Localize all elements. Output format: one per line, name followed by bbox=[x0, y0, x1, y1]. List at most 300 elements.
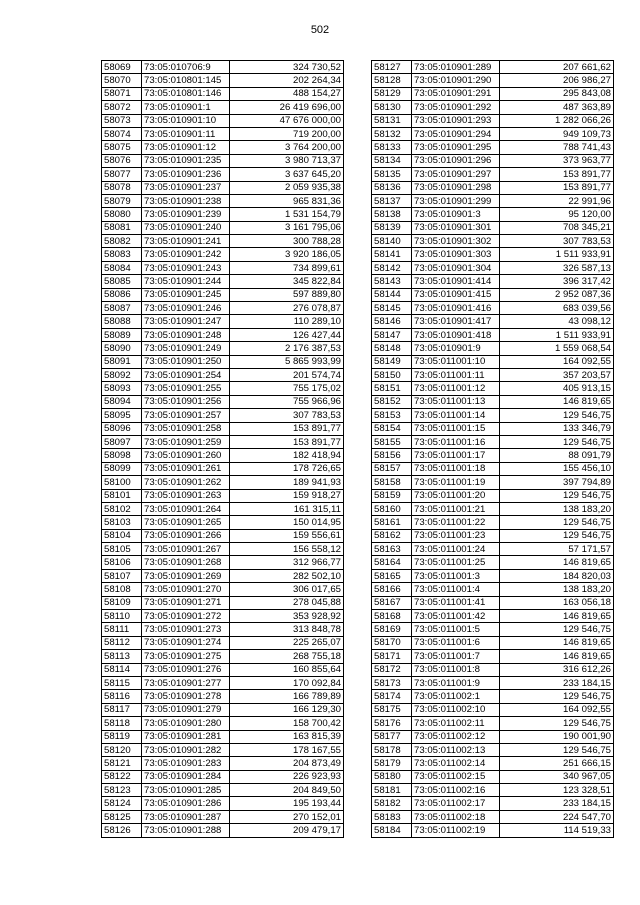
record-number-cell: 58125 bbox=[102, 810, 142, 823]
cadastral-number-cell: 73:05:010901:297 bbox=[412, 168, 500, 181]
table-row bbox=[102, 583, 344, 596]
cadastral-number-cell: 73:05:010901:11 bbox=[142, 127, 230, 140]
table-row bbox=[372, 355, 614, 368]
cadastral-number-cell: 73:05:010901:249 bbox=[142, 342, 230, 355]
value-cell: 2 952 087,36 bbox=[500, 288, 614, 301]
record-number-cell: 58080 bbox=[102, 208, 142, 221]
cadastral-number-cell: 73:05:010901:294 bbox=[412, 127, 500, 140]
record-number-cell: 58106 bbox=[102, 556, 142, 569]
table-row bbox=[372, 824, 614, 837]
cadastral-number-cell: 73:05:010901:269 bbox=[142, 569, 230, 582]
table-row bbox=[102, 435, 344, 448]
cadastral-number-cell: 73:05:010901:261 bbox=[142, 462, 230, 475]
cadastral-number-cell: 73:05:010901:238 bbox=[142, 194, 230, 207]
table-row bbox=[102, 275, 344, 288]
table-row bbox=[102, 288, 344, 301]
table-row bbox=[372, 154, 614, 167]
record-number-cell: 58130 bbox=[372, 101, 412, 114]
record-number-cell: 58077 bbox=[102, 168, 142, 181]
table-row bbox=[102, 596, 344, 609]
value-cell: 47 676 000,00 bbox=[230, 114, 344, 127]
value-cell: 5 865 993,99 bbox=[230, 355, 344, 368]
value-cell: 683 039,56 bbox=[500, 302, 614, 315]
value-cell: 734 899,61 bbox=[230, 261, 344, 274]
cadastral-number-cell: 73:05:010901:293 bbox=[412, 114, 500, 127]
cadastral-number-cell: 73:05:011001:21 bbox=[412, 502, 500, 515]
record-number-cell: 58150 bbox=[372, 368, 412, 381]
table-row bbox=[372, 114, 614, 127]
table-row bbox=[102, 516, 344, 529]
record-number-cell: 58182 bbox=[372, 797, 412, 810]
cadastral-number-cell: 73:05:010901:239 bbox=[142, 208, 230, 221]
table-row bbox=[372, 690, 614, 703]
table-row bbox=[102, 529, 344, 542]
value-cell: 1 531 154,79 bbox=[230, 208, 344, 221]
cadastral-number-cell: 73:05:011002:19 bbox=[412, 824, 500, 837]
table-row bbox=[102, 717, 344, 730]
record-number-cell: 58177 bbox=[372, 730, 412, 743]
value-cell: 3 161 795,06 bbox=[230, 221, 344, 234]
table-row bbox=[102, 181, 344, 194]
cadastral-number-cell: 73:05:010901:10 bbox=[142, 114, 230, 127]
record-number-cell: 58085 bbox=[102, 275, 142, 288]
record-number-cell: 58151 bbox=[372, 382, 412, 395]
record-number-cell: 58116 bbox=[102, 690, 142, 703]
record-number-cell: 58104 bbox=[102, 529, 142, 542]
record-number-cell: 58081 bbox=[102, 221, 142, 234]
record-number-cell: 58156 bbox=[372, 449, 412, 462]
record-number-cell: 58078 bbox=[102, 181, 142, 194]
record-number-cell: 58175 bbox=[372, 703, 412, 716]
table-row bbox=[372, 502, 614, 515]
record-number-cell: 58099 bbox=[102, 462, 142, 475]
value-cell: 190 001,90 bbox=[500, 730, 614, 743]
record-number-cell: 58122 bbox=[102, 770, 142, 783]
value-cell: 158 700,42 bbox=[230, 717, 344, 730]
cadastral-number-cell: 73:05:010901:3 bbox=[412, 208, 500, 221]
cadastral-number-cell: 73:05:010901:263 bbox=[142, 489, 230, 502]
value-cell: 488 154,27 bbox=[230, 87, 344, 100]
cadastral-number-cell: 73:05:010901:299 bbox=[412, 194, 500, 207]
cadastral-number-cell: 73:05:010901:257 bbox=[142, 409, 230, 422]
table-row bbox=[102, 221, 344, 234]
value-cell: 110 289,10 bbox=[230, 315, 344, 328]
table-row bbox=[372, 462, 614, 475]
cadastral-number-cell: 73:05:010901:292 bbox=[412, 101, 500, 114]
record-number-cell: 58108 bbox=[102, 583, 142, 596]
table-row bbox=[102, 676, 344, 689]
table-row bbox=[372, 248, 614, 261]
record-number-cell: 58098 bbox=[102, 449, 142, 462]
table-row bbox=[372, 543, 614, 556]
value-cell: 178 726,65 bbox=[230, 462, 344, 475]
record-number-cell: 58111 bbox=[102, 623, 142, 636]
record-number-cell: 58174 bbox=[372, 690, 412, 703]
value-cell: 206 986,27 bbox=[500, 74, 614, 87]
table-row bbox=[102, 168, 344, 181]
cadastral-number-cell: 73:05:010901:417 bbox=[412, 315, 500, 328]
value-cell: 755 175,02 bbox=[230, 382, 344, 395]
table-row bbox=[372, 717, 614, 730]
record-number-cell: 58181 bbox=[372, 784, 412, 797]
record-number-cell: 58137 bbox=[372, 194, 412, 207]
record-number-cell: 58169 bbox=[372, 623, 412, 636]
value-cell: 88 091,79 bbox=[500, 449, 614, 462]
value-cell: 189 941,93 bbox=[230, 476, 344, 489]
cadastral-number-cell: 73:05:011001:17 bbox=[412, 449, 500, 462]
record-number-cell: 58110 bbox=[102, 610, 142, 623]
record-number-cell: 58153 bbox=[372, 409, 412, 422]
value-cell: 597 889,80 bbox=[230, 288, 344, 301]
record-number-cell: 58149 bbox=[372, 355, 412, 368]
value-cell: 129 546,75 bbox=[500, 516, 614, 529]
table-row bbox=[372, 489, 614, 502]
value-cell: 129 546,75 bbox=[500, 690, 614, 703]
record-number-cell: 58089 bbox=[102, 328, 142, 341]
value-cell: 708 345,21 bbox=[500, 221, 614, 234]
record-number-cell: 58147 bbox=[372, 328, 412, 341]
record-number-cell: 58164 bbox=[372, 556, 412, 569]
record-number-cell: 58117 bbox=[102, 703, 142, 716]
value-cell: 295 843,08 bbox=[500, 87, 614, 100]
value-cell: 307 783,53 bbox=[230, 409, 344, 422]
cadastral-number-cell: 73:05:011001:9 bbox=[412, 676, 500, 689]
table-row bbox=[102, 87, 344, 100]
value-cell: 153 891,77 bbox=[500, 181, 614, 194]
cadastral-number-cell: 73:05:010901:9 bbox=[412, 342, 500, 355]
table-row bbox=[102, 395, 344, 408]
table-row bbox=[102, 101, 344, 114]
cadastral-number-cell: 73:05:011001:3 bbox=[412, 569, 500, 582]
record-number-cell: 58154 bbox=[372, 422, 412, 435]
value-cell: 129 546,75 bbox=[500, 489, 614, 502]
record-number-cell: 58079 bbox=[102, 194, 142, 207]
record-number-cell: 58170 bbox=[372, 636, 412, 649]
table-row bbox=[372, 757, 614, 770]
table-row bbox=[102, 315, 344, 328]
value-cell: 233 184,15 bbox=[500, 797, 614, 810]
cadastral-number-cell: 73:05:010801:145 bbox=[142, 74, 230, 87]
cadastral-number-cell: 73:05:010901:289 bbox=[412, 61, 500, 74]
table-row bbox=[102, 770, 344, 783]
table-row bbox=[372, 743, 614, 756]
cadastral-number-cell: 73:05:011002:1 bbox=[412, 690, 500, 703]
table-row bbox=[372, 797, 614, 810]
value-cell: 156 558,12 bbox=[230, 543, 344, 556]
record-number-cell: 58113 bbox=[102, 650, 142, 663]
cadastral-number-cell: 73:05:010901:258 bbox=[142, 422, 230, 435]
table-row bbox=[372, 342, 614, 355]
record-number-cell: 58126 bbox=[102, 824, 142, 837]
record-number-cell: 58128 bbox=[372, 74, 412, 87]
table-row bbox=[372, 569, 614, 582]
value-cell: 129 546,75 bbox=[500, 743, 614, 756]
table-row bbox=[102, 248, 344, 261]
table-row bbox=[372, 435, 614, 448]
cadastral-number-cell: 73:05:011001:5 bbox=[412, 623, 500, 636]
value-cell: 306 017,65 bbox=[230, 583, 344, 596]
record-number-cell: 58093 bbox=[102, 382, 142, 395]
table-row bbox=[372, 368, 614, 381]
record-number-cell: 58163 bbox=[372, 543, 412, 556]
record-number-cell: 58092 bbox=[102, 368, 142, 381]
table-row bbox=[372, 663, 614, 676]
value-cell: 201 574,74 bbox=[230, 368, 344, 381]
cadastral-number-cell: 73:05:010901:237 bbox=[142, 181, 230, 194]
value-cell: 182 418,94 bbox=[230, 449, 344, 462]
table-row bbox=[102, 757, 344, 770]
cadastral-number-cell: 73:05:010901:282 bbox=[142, 743, 230, 756]
value-cell: 300 788,28 bbox=[230, 235, 344, 248]
cadastral-number-cell: 73:05:010901:414 bbox=[412, 275, 500, 288]
table-row bbox=[102, 302, 344, 315]
value-cell: 324 730,52 bbox=[230, 61, 344, 74]
record-number-cell: 58086 bbox=[102, 288, 142, 301]
cadastral-number-cell: 73:05:010901:245 bbox=[142, 288, 230, 301]
table-row bbox=[372, 810, 614, 823]
value-cell: 225 265,07 bbox=[230, 636, 344, 649]
value-cell: 155 456,10 bbox=[500, 462, 614, 475]
table-row bbox=[372, 676, 614, 689]
record-number-cell: 58155 bbox=[372, 435, 412, 448]
cadastral-number-cell: 73:05:011001:13 bbox=[412, 395, 500, 408]
table-row bbox=[102, 422, 344, 435]
table-row bbox=[372, 703, 614, 716]
value-cell: 166 129,30 bbox=[230, 703, 344, 716]
record-number-cell: 58088 bbox=[102, 315, 142, 328]
table-row bbox=[372, 650, 614, 663]
table-row bbox=[372, 61, 614, 74]
value-cell: 1 559 068,54 bbox=[500, 342, 614, 355]
value-cell: 159 556,61 bbox=[230, 529, 344, 542]
record-number-cell: 58090 bbox=[102, 342, 142, 355]
record-number-cell: 58091 bbox=[102, 355, 142, 368]
cadastral-number-cell: 73:05:010901:286 bbox=[142, 797, 230, 810]
table-row bbox=[372, 194, 614, 207]
record-number-cell: 58143 bbox=[372, 275, 412, 288]
cadastral-number-cell: 73:05:011002:11 bbox=[412, 717, 500, 730]
table-row bbox=[102, 623, 344, 636]
value-cell: 204 849,50 bbox=[230, 784, 344, 797]
cadastral-number-cell: 73:05:011001:8 bbox=[412, 663, 500, 676]
value-cell: 170 092,84 bbox=[230, 676, 344, 689]
cadastral-number-cell: 73:05:010901:287 bbox=[142, 810, 230, 823]
value-cell: 195 193,44 bbox=[230, 797, 344, 810]
table-row bbox=[372, 101, 614, 114]
value-cell: 129 546,75 bbox=[500, 435, 614, 448]
record-number-cell: 58096 bbox=[102, 422, 142, 435]
cadastral-number-cell: 73:05:010901:244 bbox=[142, 275, 230, 288]
cadastral-number-cell: 73:05:011002:10 bbox=[412, 703, 500, 716]
record-number-cell: 58160 bbox=[372, 502, 412, 515]
record-number-cell: 58124 bbox=[102, 797, 142, 810]
record-number-cell: 58140 bbox=[372, 235, 412, 248]
record-number-cell: 58076 bbox=[102, 154, 142, 167]
table-row bbox=[102, 743, 344, 756]
value-cell: 150 014,95 bbox=[230, 516, 344, 529]
value-cell: 184 820,03 bbox=[500, 569, 614, 582]
cadastral-number-cell: 73:05:010901:256 bbox=[142, 395, 230, 408]
table-row bbox=[372, 181, 614, 194]
cadastral-number-cell: 73:05:011001:24 bbox=[412, 543, 500, 556]
value-cell: 146 819,65 bbox=[500, 636, 614, 649]
table-row bbox=[102, 502, 344, 515]
value-cell: 160 855,64 bbox=[230, 663, 344, 676]
cadastral-number-cell: 73:05:011002:13 bbox=[412, 743, 500, 756]
cadastral-number-cell: 73:05:011001:7 bbox=[412, 650, 500, 663]
cadastral-number-cell: 73:05:010901:267 bbox=[142, 543, 230, 556]
table-row bbox=[372, 529, 614, 542]
cadastral-number-cell: 73:05:010901:12 bbox=[142, 141, 230, 154]
table-row bbox=[372, 395, 614, 408]
value-cell: 326 587,13 bbox=[500, 261, 614, 274]
cadastral-number-cell: 73:05:010901:260 bbox=[142, 449, 230, 462]
cadastral-number-cell: 73:05:011001:16 bbox=[412, 435, 500, 448]
record-number-cell: 58152 bbox=[372, 395, 412, 408]
cadastral-number-cell: 73:05:010901:273 bbox=[142, 623, 230, 636]
cadastral-number-cell: 73:05:010901:418 bbox=[412, 328, 500, 341]
cadastral-number-cell: 73:05:011001:10 bbox=[412, 355, 500, 368]
value-cell: 307 783,53 bbox=[500, 235, 614, 248]
cadastral-number-cell: 73:05:010901:240 bbox=[142, 221, 230, 234]
table-row bbox=[372, 636, 614, 649]
table-row bbox=[102, 141, 344, 154]
table-row bbox=[372, 302, 614, 315]
table-row bbox=[372, 382, 614, 395]
record-number-cell: 58100 bbox=[102, 476, 142, 489]
record-number-cell: 58094 bbox=[102, 395, 142, 408]
record-number-cell: 58180 bbox=[372, 770, 412, 783]
table-row bbox=[102, 355, 344, 368]
cadastral-number-cell: 73:05:010901:266 bbox=[142, 529, 230, 542]
table-row bbox=[372, 168, 614, 181]
value-cell: 138 183,20 bbox=[500, 583, 614, 596]
value-cell: 207 661,62 bbox=[500, 61, 614, 74]
table-row bbox=[372, 476, 614, 489]
record-number-cell: 58071 bbox=[102, 87, 142, 100]
value-cell: 3 980 713,37 bbox=[230, 154, 344, 167]
cadastral-number-cell: 73:05:010901:255 bbox=[142, 382, 230, 395]
value-cell: 133 346,79 bbox=[500, 422, 614, 435]
left-table bbox=[101, 60, 344, 838]
value-cell: 233 184,15 bbox=[500, 676, 614, 689]
cadastral-number-cell: 73:05:010706:9 bbox=[142, 61, 230, 74]
value-cell: 1 511 933,91 bbox=[500, 248, 614, 261]
cadastral-number-cell: 73:05:010901:276 bbox=[142, 663, 230, 676]
value-cell: 226 923,93 bbox=[230, 770, 344, 783]
cadastral-number-cell: 73:05:010901:279 bbox=[142, 703, 230, 716]
cadastral-number-cell: 73:05:010901:247 bbox=[142, 315, 230, 328]
value-cell: 161 315,11 bbox=[230, 502, 344, 515]
table-row bbox=[102, 261, 344, 274]
table-row bbox=[102, 543, 344, 556]
record-number-cell: 58114 bbox=[102, 663, 142, 676]
table-row bbox=[102, 476, 344, 489]
value-cell: 129 546,75 bbox=[500, 529, 614, 542]
record-number-cell: 58082 bbox=[102, 235, 142, 248]
value-cell: 164 092,55 bbox=[500, 355, 614, 368]
table-row bbox=[102, 650, 344, 663]
cadastral-number-cell: 73:05:010901:298 bbox=[412, 181, 500, 194]
record-number-cell: 58134 bbox=[372, 154, 412, 167]
value-cell: 129 546,75 bbox=[500, 717, 614, 730]
value-cell: 2 176 387,53 bbox=[230, 342, 344, 355]
value-cell: 487 363,89 bbox=[500, 101, 614, 114]
record-number-cell: 58171 bbox=[372, 650, 412, 663]
value-cell: 123 328,51 bbox=[500, 784, 614, 797]
cadastral-number-cell: 73:05:010901:264 bbox=[142, 502, 230, 515]
table-row bbox=[372, 127, 614, 140]
record-number-cell: 58115 bbox=[102, 676, 142, 689]
table-row bbox=[102, 328, 344, 341]
record-number-cell: 58087 bbox=[102, 302, 142, 315]
value-cell: 129 546,75 bbox=[500, 623, 614, 636]
table-row bbox=[372, 275, 614, 288]
table-row bbox=[372, 288, 614, 301]
value-cell: 357 203,57 bbox=[500, 368, 614, 381]
value-cell: 965 831,36 bbox=[230, 194, 344, 207]
value-cell: 340 967,05 bbox=[500, 770, 614, 783]
record-number-cell: 58136 bbox=[372, 181, 412, 194]
value-cell: 164 092,55 bbox=[500, 703, 614, 716]
table-row bbox=[102, 235, 344, 248]
record-number-cell: 58101 bbox=[102, 489, 142, 502]
cadastral-number-cell: 73:05:011002:12 bbox=[412, 730, 500, 743]
value-cell: 270 152,01 bbox=[230, 810, 344, 823]
record-number-cell: 58097 bbox=[102, 435, 142, 448]
cadastral-number-cell: 73:05:011001:19 bbox=[412, 476, 500, 489]
cadastral-number-cell: 73:05:010901:303 bbox=[412, 248, 500, 261]
record-number-cell: 58141 bbox=[372, 248, 412, 261]
cadastral-number-cell: 73:05:010901:274 bbox=[142, 636, 230, 649]
cadastral-number-cell: 73:05:011001:12 bbox=[412, 382, 500, 395]
value-cell: 114 519,33 bbox=[500, 824, 614, 837]
table-row bbox=[102, 208, 344, 221]
cadastral-number-cell: 73:05:011002:16 bbox=[412, 784, 500, 797]
cadastral-number-cell: 73:05:010901:295 bbox=[412, 141, 500, 154]
value-cell: 949 109,73 bbox=[500, 127, 614, 140]
record-number-cell: 58167 bbox=[372, 596, 412, 609]
table-row bbox=[372, 74, 614, 87]
record-number-cell: 58139 bbox=[372, 221, 412, 234]
value-cell: 129 546,75 bbox=[500, 409, 614, 422]
record-number-cell: 58107 bbox=[102, 569, 142, 582]
cadastral-number-cell: 73:05:010901:415 bbox=[412, 288, 500, 301]
cadastral-number-cell: 73:05:011001:22 bbox=[412, 516, 500, 529]
cadastral-number-cell: 73:05:010901:278 bbox=[142, 690, 230, 703]
record-number-cell: 58119 bbox=[102, 730, 142, 743]
table-row bbox=[102, 449, 344, 462]
cadastral-number-cell: 73:05:011002:17 bbox=[412, 797, 500, 810]
record-number-cell: 58127 bbox=[372, 61, 412, 74]
record-number-cell: 58178 bbox=[372, 743, 412, 756]
table-row bbox=[102, 154, 344, 167]
cadastral-number-cell: 73:05:010901:272 bbox=[142, 610, 230, 623]
record-number-cell: 58157 bbox=[372, 462, 412, 475]
value-cell: 126 427,44 bbox=[230, 328, 344, 341]
table-row bbox=[372, 556, 614, 569]
record-number-cell: 58102 bbox=[102, 502, 142, 515]
cadastral-number-cell: 73:05:011001:20 bbox=[412, 489, 500, 502]
table-row bbox=[102, 730, 344, 743]
cadastral-number-cell: 73:05:010901:290 bbox=[412, 74, 500, 87]
record-number-cell: 58074 bbox=[102, 127, 142, 140]
table-row bbox=[102, 569, 344, 582]
cadastral-number-cell: 73:05:010901:283 bbox=[142, 757, 230, 770]
record-number-cell: 58145 bbox=[372, 302, 412, 315]
table-row bbox=[102, 663, 344, 676]
cadastral-number-cell: 73:05:010901:268 bbox=[142, 556, 230, 569]
